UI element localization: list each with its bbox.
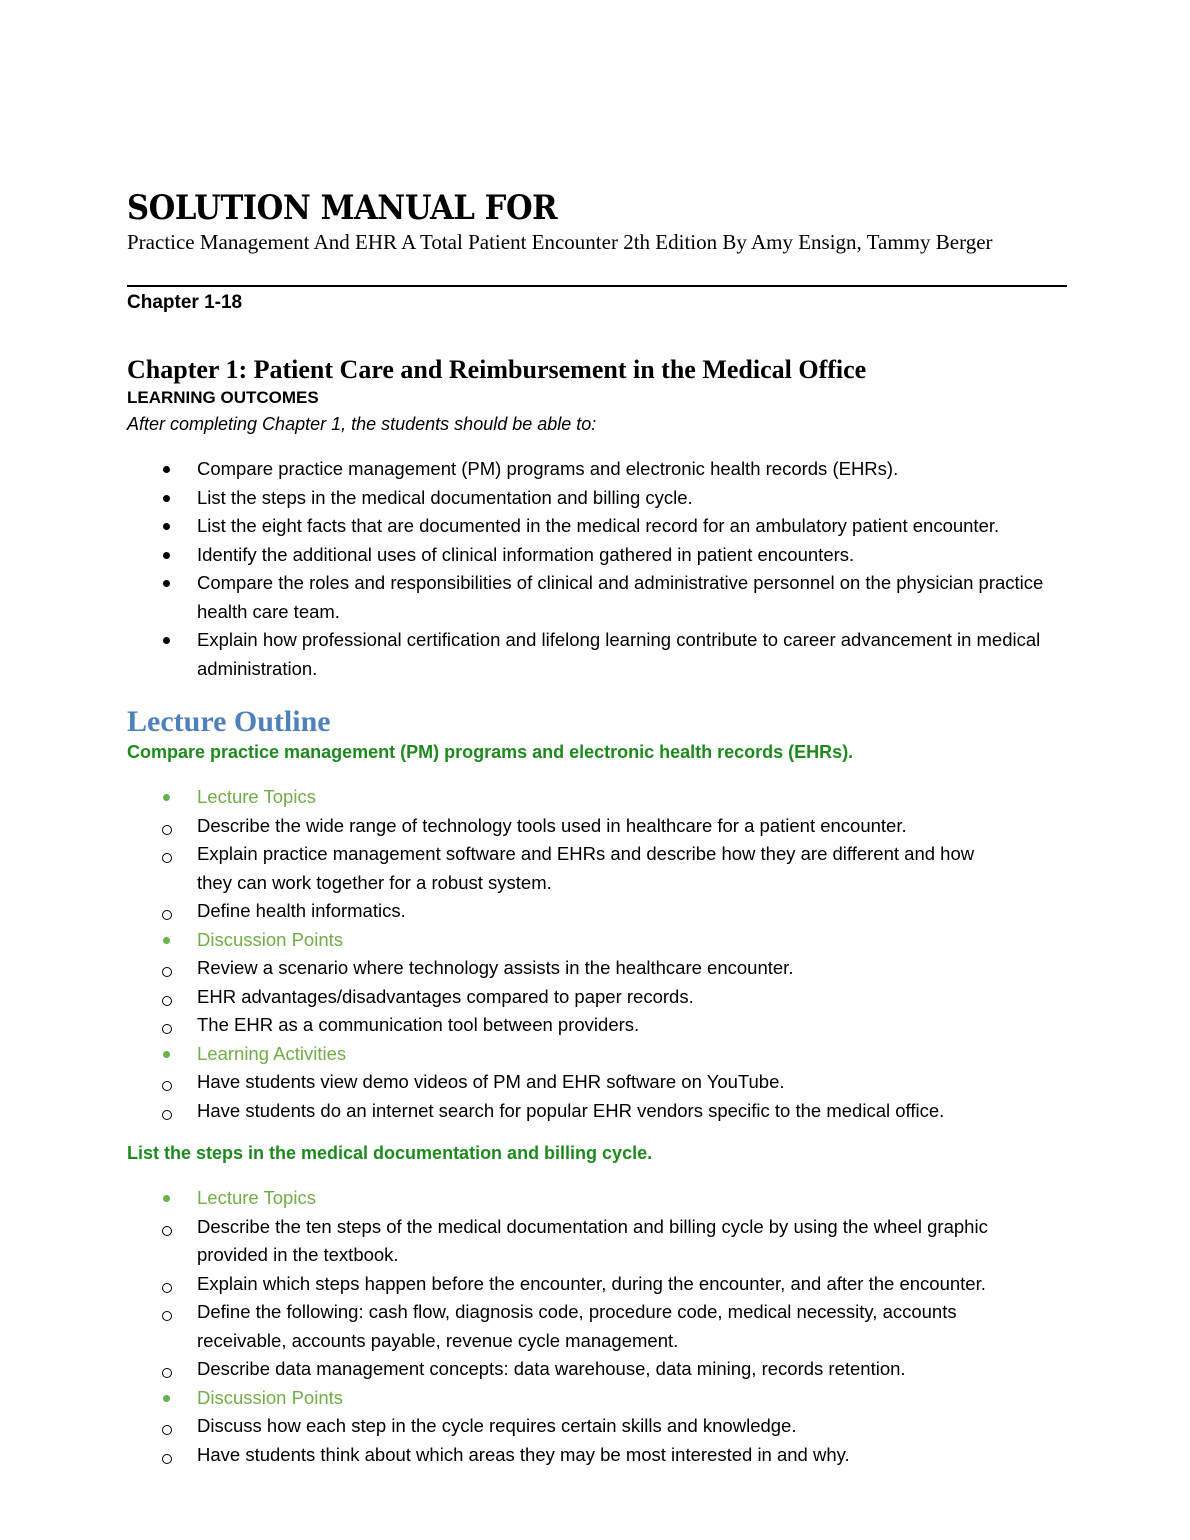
list-item [127, 897, 997, 926]
outline-subgroup [127, 812, 1067, 926]
group-label: Lecture Topics [197, 786, 316, 807]
bullet-icon [163, 1395, 170, 1402]
list-item [127, 569, 1067, 626]
list-item [127, 1441, 997, 1470]
bullet-icon [163, 552, 170, 559]
outline-group [127, 1384, 1067, 1413]
outline-group [127, 926, 1067, 955]
circle-bullet-icon [162, 1418, 172, 1435]
sub-list [127, 1068, 1067, 1125]
document-title: SOLUTION MANUAL FOR [127, 188, 558, 228]
list-item-text: Define the following: cash flow, diagnosis code, procedure code, medical necessity, accounts receivable, accounts payable, revenue cycle management. [197, 1301, 957, 1351]
circle-bullet-icon [162, 960, 172, 977]
list-item [127, 1355, 997, 1384]
chapter-heading: Chapter 1: Patient Care and Reimbursement in the Medical Office [127, 355, 867, 384]
circle-bullet-icon [162, 1304, 172, 1321]
circle-bullet-icon [162, 1017, 172, 1034]
outline-subgroup [127, 1213, 1067, 1384]
bullet-icon [163, 495, 170, 502]
sub-list [127, 812, 1067, 926]
group-label: Learning Activities [197, 1042, 347, 1064]
circle-bullet-icon [162, 1074, 172, 1091]
group-label: Lecture Topics [197, 1187, 316, 1208]
list-item-text: Explain how professional certification and lifelong learning contribute to career advancement in medical administration. [197, 629, 1041, 679]
circle-bullet-icon [162, 1447, 172, 1464]
circle-bullet-icon [162, 818, 172, 835]
list-item-text: Explain which steps happen before the encounter, during the encounter, and after the encounter. [197, 1272, 986, 1294]
list-item [127, 455, 1067, 484]
bullet-icon [163, 1051, 170, 1058]
list-item-text: Review a scenario where technology assists in the healthcare encounter. [197, 957, 794, 978]
list-item [127, 541, 1067, 570]
learning-outcomes-list [127, 455, 1067, 683]
list-item [127, 1213, 997, 1270]
list-item [127, 1068, 997, 1097]
outcomes-intro: After completing Chapter 1, the students should be able to: [127, 414, 597, 434]
list-item [127, 1298, 997, 1355]
section-heading: List the steps in the medical documentation and billing cycle. [127, 1143, 653, 1163]
bullet-icon [163, 466, 170, 473]
list-item-text: Discuss how each step in the cycle requires certain skills and knowledge. [197, 1415, 797, 1436]
list-item [127, 626, 1067, 683]
learning-outcomes-label: LEARNING OUTCOMES [127, 388, 319, 407]
list-item [127, 484, 1067, 513]
circle-bullet-icon [162, 989, 172, 1006]
list-item-text: Have students do an internet search for popular EHR vendors specific to the medical office. [197, 1099, 945, 1121]
bullet-icon [163, 523, 170, 530]
list-item-text: Define health informatics. [197, 900, 406, 921]
bullet-icon [163, 794, 170, 801]
list-item-text: Have students think about which areas they may be most interested in and why. [197, 1443, 850, 1465]
circle-bullet-icon [162, 846, 172, 863]
list-item-text: Compare practice management (PM) programs and electronic health records (EHRs). [197, 458, 899, 479]
outline-group [127, 783, 1067, 812]
list-item-text: List the eight facts that are documented in the medical record for an ambulatory patient encounter. [197, 515, 1000, 536]
list-item-text: The EHR as a communication tool between providers. [197, 1014, 640, 1035]
list-item [127, 1412, 997, 1441]
circle-bullet-icon [162, 1219, 172, 1236]
list-item [127, 1011, 997, 1040]
list-item-text: Compare the roles and responsibilities of clinical and administrative personnel on the physician practice health care team. [197, 572, 1044, 622]
list-item [127, 840, 997, 897]
list-item-text: Describe data management concepts: data warehouse, data mining, records retention. [197, 1358, 906, 1379]
lecture-outline-heading: Lecture Outline [127, 705, 331, 738]
bullet-icon [163, 937, 170, 944]
section-heading: Compare practice management (PM) programs and electronic health records (EHRs). [127, 742, 854, 762]
list-item-text: Identify the additional uses of clinical information gathered in patient encounters. [197, 543, 855, 565]
list-item [127, 954, 997, 983]
section-outline-list [127, 783, 1067, 1125]
title-divider [127, 285, 1067, 287]
outline-subgroup [127, 1412, 1067, 1469]
outline-subgroup [127, 1068, 1067, 1125]
list-item-text: EHR advantages/disadvantages compared to paper records. [197, 985, 694, 1007]
list-item-text: Describe the wide range of technology tools used in healthcare for a patient encounter. [197, 814, 907, 836]
sub-list [127, 1412, 1067, 1469]
list-item [127, 1270, 997, 1299]
outline-group [127, 1040, 1067, 1069]
list-item [127, 812, 997, 841]
circle-bullet-icon [162, 903, 172, 920]
list-item-text: Describe the ten steps of the medical documentation and billing cycle by using the wheel graphic provided in the textbook. [197, 1215, 988, 1265]
group-label: Discussion Points [197, 1386, 344, 1408]
list-item-text: List the steps in the medical documentation and billing cycle. [197, 486, 693, 508]
bullet-icon [163, 637, 170, 644]
sub-list [127, 954, 1067, 1040]
circle-bullet-icon [162, 1361, 172, 1378]
chapter-range: Chapter 1-18 [127, 292, 243, 313]
list-item-text: Have students view demo videos of PM and EHR software on YouTube. [197, 1071, 785, 1092]
bullet-icon [163, 580, 170, 587]
document-subtitle: Practice Management And EHR A Total Patient Encounter 2th Edition By Amy Ensign, Tammy Berger [127, 230, 993, 254]
outline-group [127, 1184, 1067, 1213]
group-label: Discussion Points [197, 928, 344, 950]
bullet-icon [163, 1195, 170, 1202]
circle-bullet-icon [162, 1276, 172, 1293]
circle-bullet-icon [162, 1103, 172, 1120]
outline-subgroup [127, 954, 1067, 1040]
list-item [127, 512, 1067, 541]
list-item [127, 1097, 1067, 1126]
sub-list [127, 1213, 1067, 1384]
list-item-text: Explain practice management software and EHRs and describe how they are different and how they can work together for a robust system. [197, 843, 975, 893]
section-outline-list [127, 1184, 1067, 1469]
list-item [127, 983, 997, 1012]
